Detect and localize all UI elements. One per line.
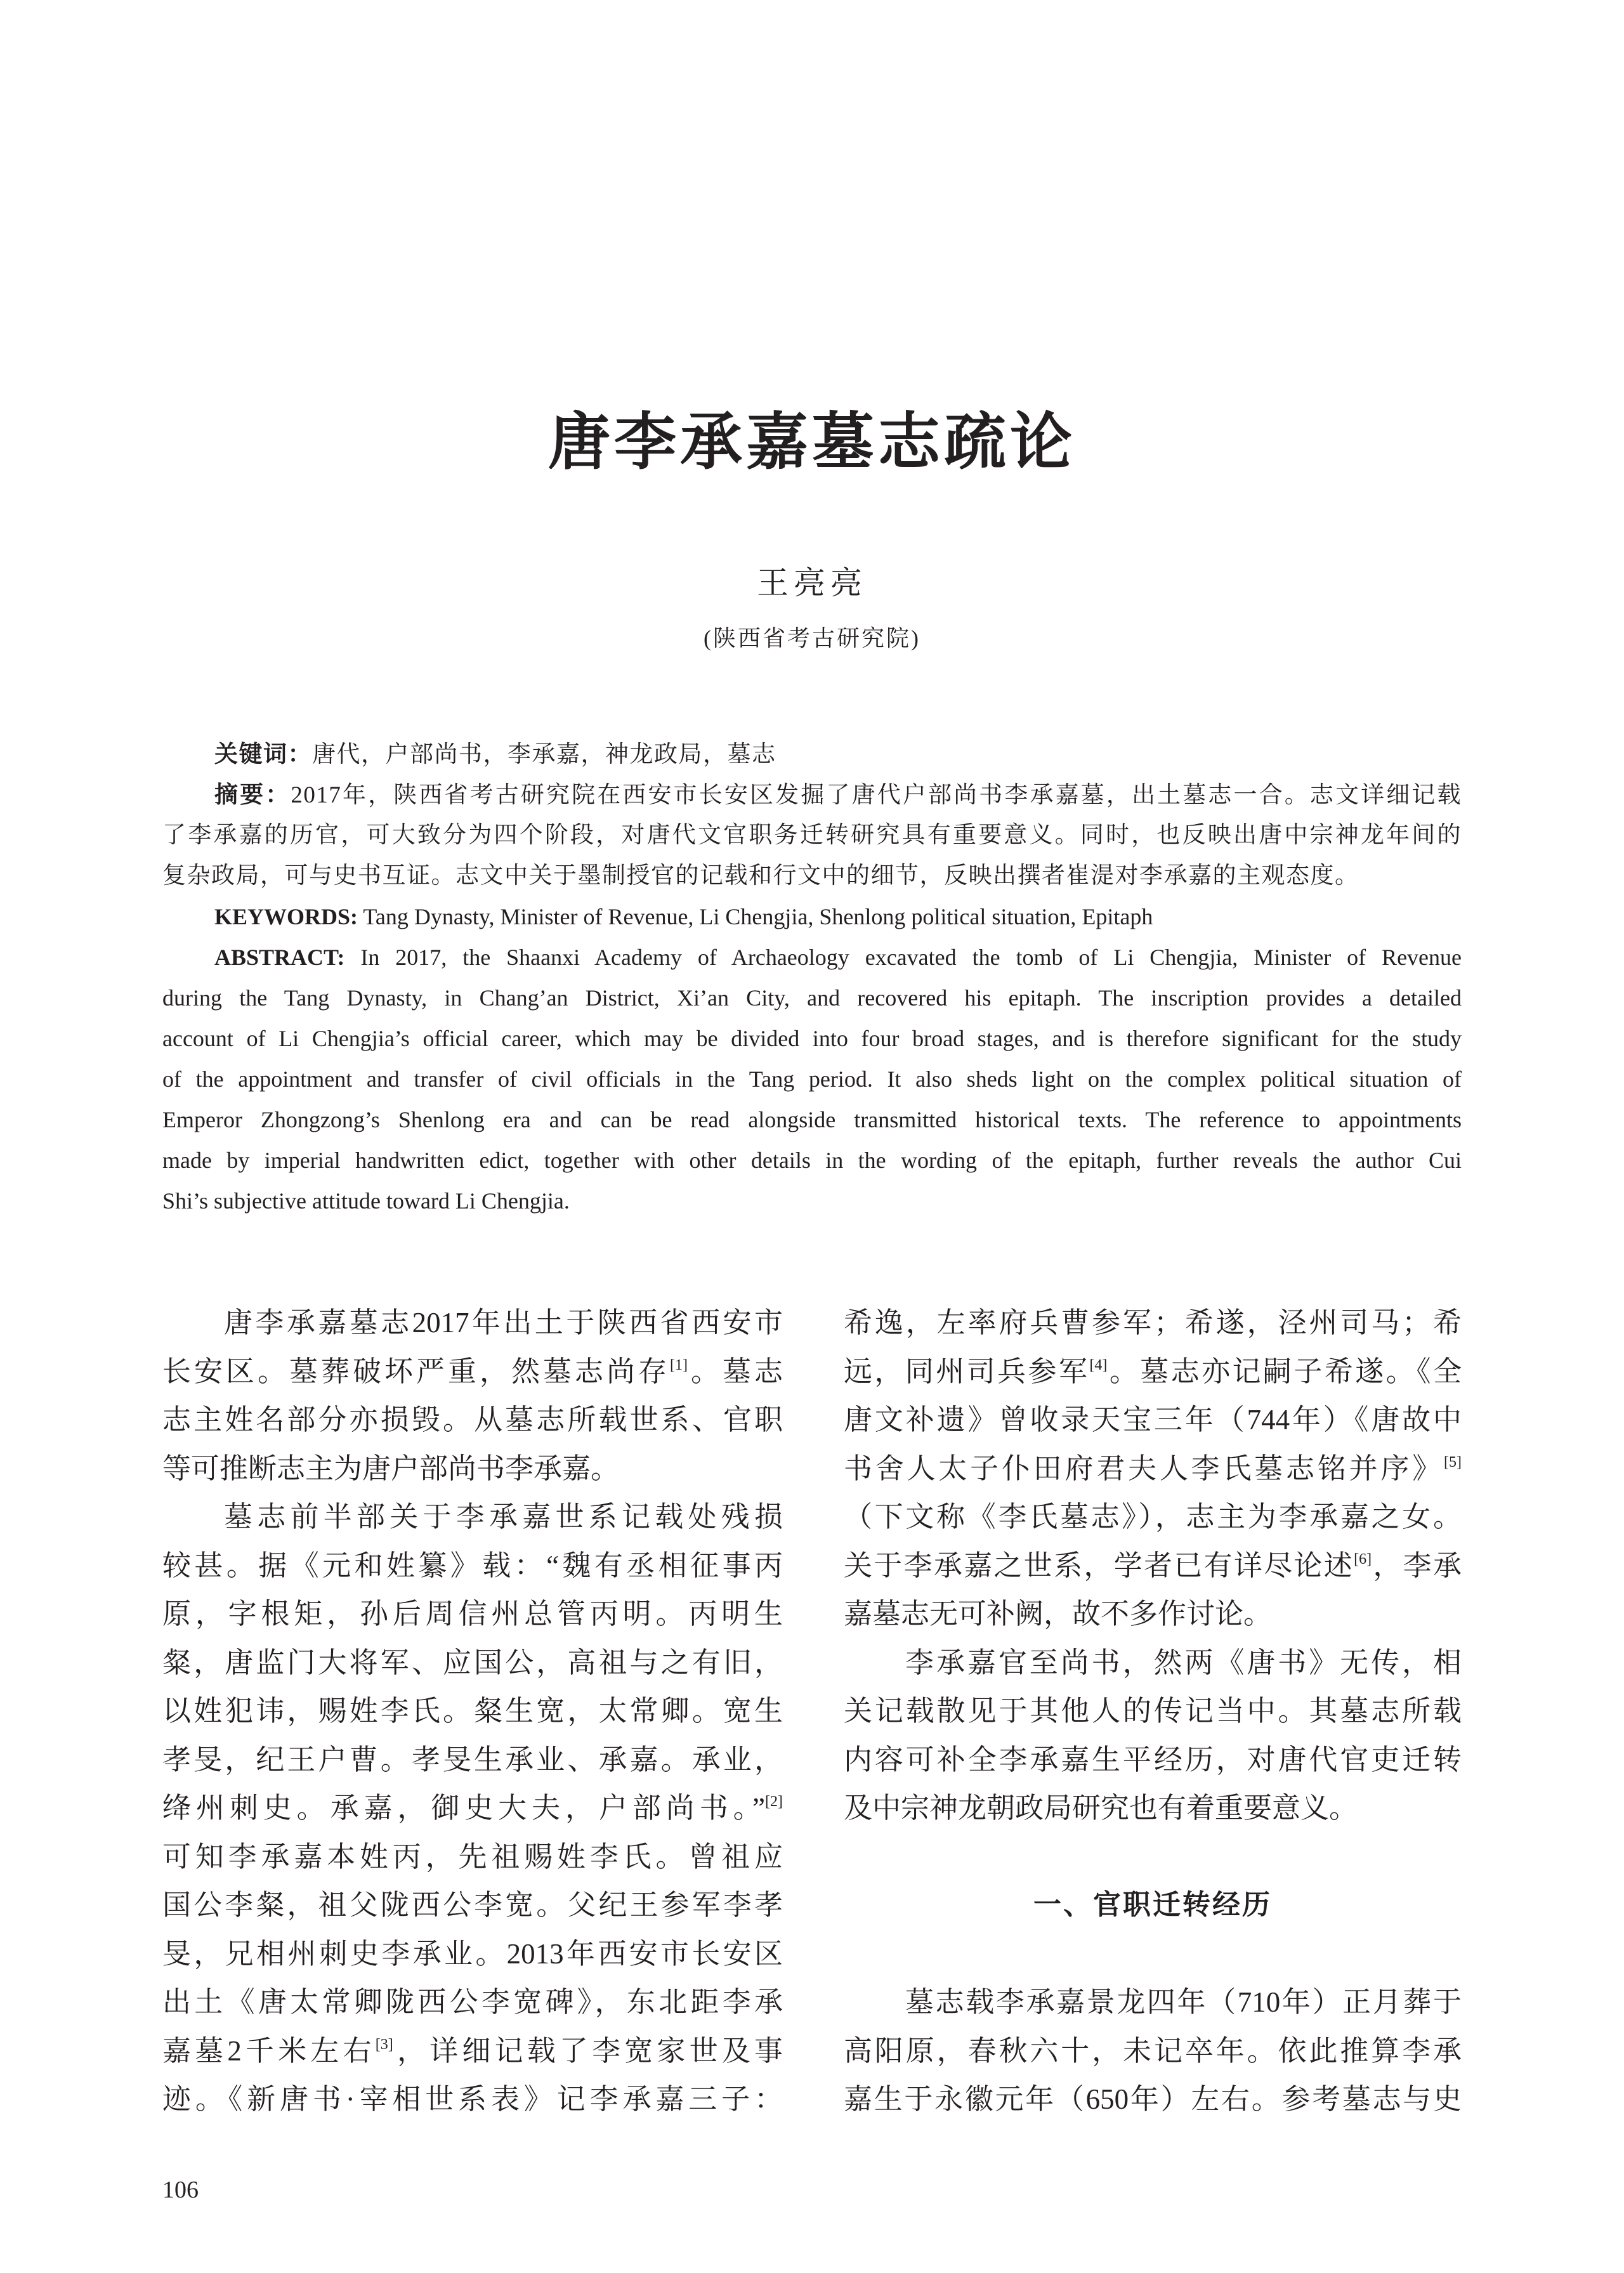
body-line: 旻，兄相州刺史李承业。2013年西安市长安区 [162, 1937, 783, 1970]
abstract-cn-line: 了李承嘉的历官，可大致分为四个阶段，对唐代文官职务迁转研究具有重要意义。同时，也反映出唐中宗神龙年间的 [162, 822, 1462, 848]
section-heading: 一、官职迁转经历 [1033, 1889, 1272, 1921]
abstract-en-line: account of Li Chengjia’s official career, which may be divided into four broad stages, and is therefore significant for the study [162, 1026, 1462, 1051]
body-line: 高阳原，春秋六十，未记卒年。依此推算李承 [844, 2034, 1462, 2067]
body-line-text: ，李承 [1372, 1549, 1462, 1582]
abstract-cn-line [162, 775, 1462, 815]
body-line-text: 。墓志 [687, 1355, 783, 1387]
keywords-en [162, 896, 1462, 937]
body-line: 以姓犯讳，赐姓李氏。粲生宽，太常卿。宽生 [162, 1695, 783, 1727]
body-line: 内容可补全李承嘉生平经历，对唐代官吏迁转 [844, 1743, 1462, 1776]
citation-superscript: [1] [670, 1356, 688, 1373]
body-line [844, 1444, 1462, 1493]
body-left-column [162, 1299, 783, 2124]
abstract-section [162, 734, 1462, 1221]
author-affiliation: (陕西省考古研究院) [704, 626, 920, 651]
body-line: 唐李承嘉墓志2017年出土于陕西省西安市 [224, 1307, 783, 1339]
abstract-cn-text: 2017年，陕西省考古研究院在西安市长安区发掘了唐代户部尚书李承嘉墓，出土墓志一合。志文详细记载 [291, 782, 1462, 808]
keywords-cn-label: 关键词： [214, 740, 312, 768]
body-line [844, 1347, 1462, 1396]
author-name: 王亮亮 [757, 565, 867, 601]
keywords-cn [162, 734, 1462, 775]
body-line: 出土《唐太常卿陇西公李宽碑》，东北距李承 [162, 1986, 783, 2018]
body-line: 李承嘉官至尚书，然两《唐书》无传，相 [905, 1646, 1462, 1679]
blank-line [844, 1930, 1462, 1979]
body-line [844, 1542, 1462, 1590]
article-title: 唐李承嘉墓志疏论 [547, 405, 1076, 478]
body-line [162, 1784, 783, 1833]
abstract-en-label: ABSTRACT: [214, 945, 345, 970]
body-line: 原，字根矩，孙后周信州总管丙明。丙明生 [162, 1598, 783, 1630]
body-line: 及中宗神龙朝政局研究也有着重要意义。 [844, 1792, 1358, 1824]
keywords-cn-text: 唐代，户部尚书，李承嘉，神龙政局，墓志 [312, 742, 776, 768]
body-line: 国公李粲，祖父陇西公李宽。父纪王参军李孝 [162, 1889, 783, 1921]
abstract-cn-label: 摘要： [214, 781, 291, 808]
body-line: 嘉墓志无可补阙，故不多作讨论。 [844, 1598, 1273, 1630]
body-line: 志主姓名部分亦损毁。从墓志所载世系、官职 [162, 1404, 783, 1436]
body-line: 嘉生于永徽元年（650年）左右。参考墓志与史 [844, 2083, 1462, 2115]
body-line-text: 关于李承嘉之世系，学者已有详尽论述 [844, 1549, 1354, 1582]
abstract-en-line: made by imperial handwritten edict, together with other details in the wording of the epitaph, further reveals the author Cui [162, 1148, 1462, 1173]
body-line: 墓志前半部关于李承嘉世系记载处残损 [224, 1501, 783, 1533]
citation-superscript: [4] [1089, 1356, 1108, 1373]
citation-superscript: [5] [1444, 1453, 1462, 1471]
abstract-en-line: of the appointment and transfer of civil officials in the Tang period. It also sheds light on the complex political situation of [162, 1066, 1462, 1092]
body-line: 墓志载李承嘉景龙四年（710年）正月葬于 [905, 1986, 1462, 2018]
body-line [162, 1347, 783, 1396]
blank-line [844, 1833, 1462, 1882]
abstract-en-line: during the Tang Dynasty, in Chang’an District, Xi’an City, and recovered his epitaph. The inscription provides a detailed [162, 985, 1462, 1011]
body-line [162, 2027, 783, 2076]
body-line-text: 。墓志亦记嗣子希遂。《全 [1107, 1355, 1462, 1387]
citation-superscript: [6] [1354, 1550, 1372, 1568]
body-line: 唐文补遗》曾收录天宝三年（744年）《唐故中 [844, 1404, 1462, 1436]
body-line: 迹。《新唐书·宰相世系表》记李承嘉三子： [162, 2083, 783, 2115]
body-line: （下文称《李氏墓志》），志主为李承嘉之女。 [844, 1501, 1462, 1533]
body-line-text: 长安区。墓葬破坏严重，然墓志尚存 [162, 1355, 670, 1387]
body-line: 希逸，左率府兵曹参军；希遂，泾州司马；希 [844, 1307, 1462, 1339]
keywords-en-text: Tang Dynasty, Minister of Revenue, Li Chengjia, Shenlong political situation, Epitaph [363, 904, 1153, 929]
body-line-text: ，详细记载了李宽家世及事 [393, 2034, 783, 2067]
abstract-en-text: In 2017, the Shaanxi Academy of Archaeology excavated the tomb of Li Chengjia, Minister of Revenue [360, 945, 1462, 970]
body-line: 等可推断志主为唐户部尚书李承嘉。 [162, 1452, 620, 1484]
abstract-en-line: Shi’s subjective attitude toward Li Chengjia. [162, 1188, 570, 1214]
abstract-en-line: Emperor Zhongzong’s Shenlong era and can be read alongside transmitted historical texts. The reference to appointments [162, 1107, 1462, 1132]
abstract-en-line [162, 937, 1462, 978]
body-right-column [844, 1299, 1462, 2124]
citation-superscript: [2] [765, 1793, 783, 1810]
body-line-text: 书舍人太子仆田府君夫人李氏墓志铭并序》 [844, 1452, 1444, 1484]
body-line: 较甚。据《元和姓纂》载：“魏有丞相征事丙 [162, 1549, 783, 1582]
body-line-text: 远，同州司兵参军 [844, 1355, 1090, 1387]
body-line: 关记载散见于其他人的传记当中。其墓志所载 [844, 1695, 1462, 1727]
body-line-text: 嘉墓2千米左右 [162, 2034, 376, 2067]
page-number: 106 [162, 2177, 199, 2203]
body-line: 粲，唐监门大将军、应国公，高祖与之有旧， [162, 1646, 783, 1679]
body-line-text: 绛州刺史。承嘉，御史大夫，户部尚书。” [162, 1792, 766, 1824]
body-line: 可知李承嘉本姓丙，先祖赐姓李氏。曾祖应 [162, 1840, 783, 1873]
citation-superscript: [3] [375, 2036, 393, 2053]
abstract-cn-line: 复杂政局，可与史书互证。志文中关于墨制授官的记载和行文中的细节，反映出撰者崔湜对李承嘉的主观态度。 [162, 863, 1359, 889]
body-line: 孝旻，纪王户曹。孝旻生承业、承嘉。承业， [162, 1743, 783, 1776]
keywords-en-label: KEYWORDS: [214, 904, 358, 929]
